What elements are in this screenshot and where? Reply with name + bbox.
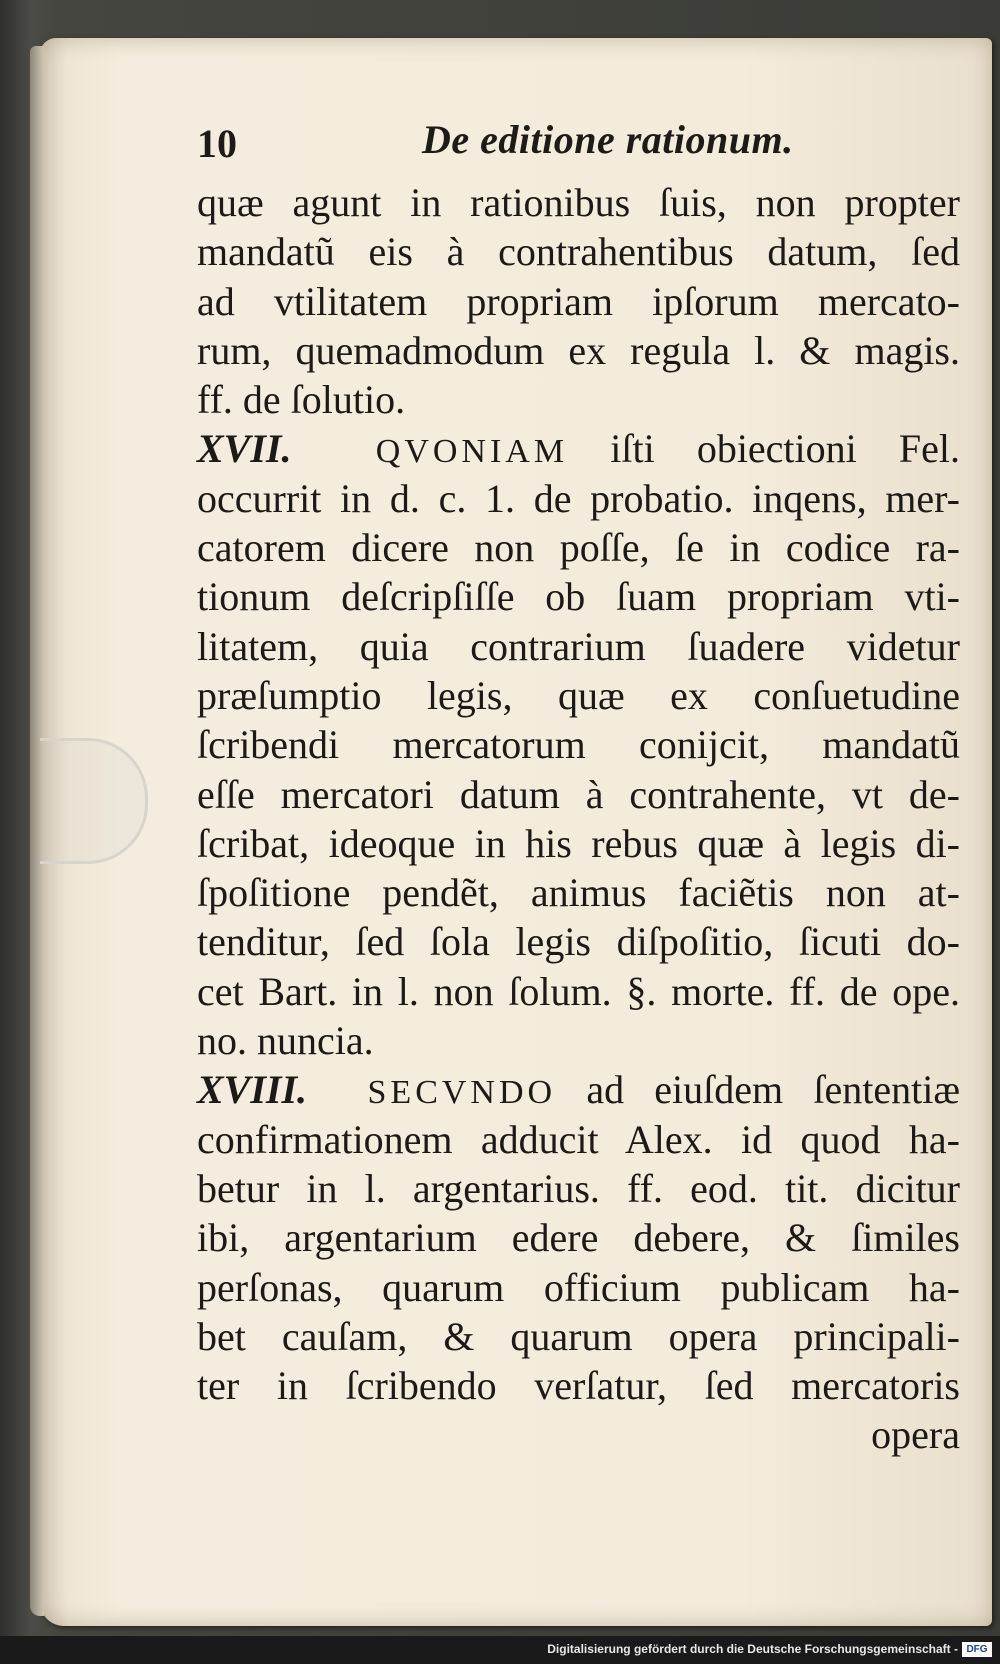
text-line: bet cauſam, & quarum opera principali- [197, 1313, 960, 1359]
text-line: ad vtilitatem propriam ipſorum mercato- [197, 278, 960, 324]
text-line: catorem dicere non poſſe, ſe in codice ra- [197, 525, 960, 571]
text-line: betur in l. argentarius. ff. eod. tit. dicitur [197, 1165, 960, 1211]
text-line: ff. de ſolutio. [197, 377, 406, 423]
text-line: tenditur, ſed ſola legis diſpoſitio, ſicuti do- [197, 919, 960, 965]
page-number: 10 [197, 121, 237, 166]
text-line: mandatũ eis à contrahentibus datum, ſed [197, 229, 960, 275]
text-line: ſcribendi mercatorum conijcit, mandatũ [197, 722, 960, 768]
text-line: tionum deſcripſiſſe ob ſuam propriam vti- [197, 574, 960, 620]
opening-word: SECVNDO [367, 1074, 557, 1112]
text-line: perſonas, quarum officium publicam ha- [197, 1264, 960, 1310]
catchword: opera [871, 1412, 960, 1458]
text-line: ibi, argentarium edere debere, & ſimiles [197, 1215, 960, 1261]
text-line: cet Bart. in l. non ſolum. §. morte. ff. de ope. [197, 968, 960, 1014]
text-line: præſumptio legis, quæ ex conſuetudine [197, 672, 960, 718]
text-line: ter in ſcribendo verſatur, ſed mercatoris [197, 1363, 960, 1409]
paragraph-opening-line [197, 1065, 960, 1114]
text-body [197, 178, 960, 1460]
funding-credit: Digitalisierung gefördert durch die Deutsche Forschungsgemeinschaft - [547, 1642, 958, 1656]
dfg-logo-icon: DFG [962, 1642, 992, 1657]
text-fragment: iſti obiectioni Fel. [610, 426, 961, 472]
running-head: De editione rationum. [422, 117, 794, 162]
section-numeral: XVIII. [197, 1067, 308, 1113]
section-numeral: XVII. [197, 426, 292, 472]
text-line: litatem, quia contrarium ſuadere videtur [197, 623, 960, 669]
text-line: ſpoſitione pendẽt, animus faciẽtis non at- [197, 870, 960, 916]
paragraph-opening-line [197, 424, 960, 473]
opening-word: QVONIAM [375, 433, 569, 471]
text-line: ſcribat, ideoque in his rebus quæ à legis di- [197, 820, 960, 866]
text-line: eſſe mercatori datum à contrahente, vt de- [197, 771, 960, 817]
page-clip [40, 738, 148, 864]
text-fragment: ad eiuſdem ſententiæ [586, 1067, 961, 1113]
footer-bar [0, 1636, 1000, 1664]
text-line: occurrit in d. c. 1. de probatio. inqens, mer- [197, 475, 960, 521]
text-line: no. nuncia. [197, 1018, 374, 1064]
page-header [197, 112, 957, 172]
text-line: rum, quemadmodum ex regula l. & magis. [197, 327, 960, 373]
text-line: quæ agunt in rationibus ſuis, non propter [197, 180, 960, 225]
text-line: confirmationem adducit Alex. id quod ha- [197, 1116, 960, 1162]
